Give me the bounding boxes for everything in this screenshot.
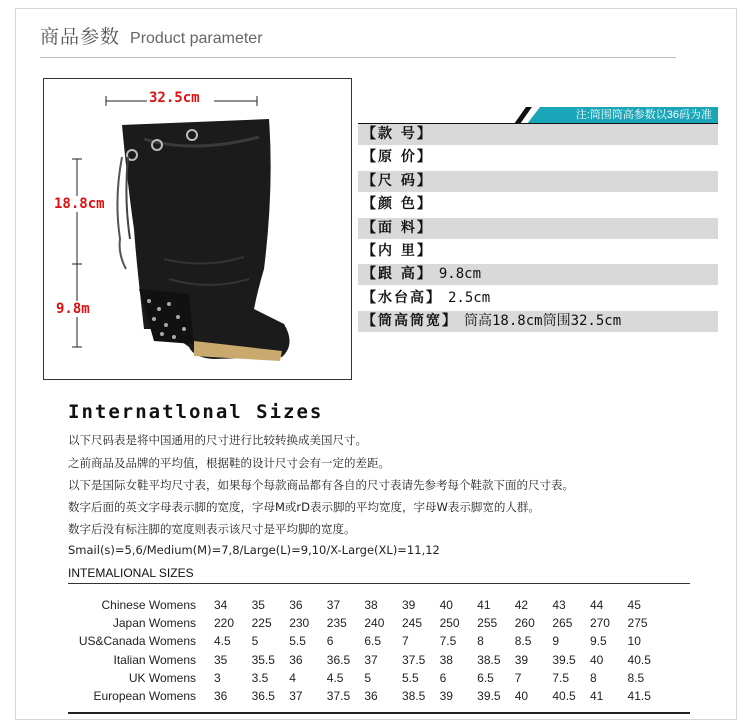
size-cell: 37 (364, 652, 378, 667)
size-cell: 4 (289, 670, 296, 685)
param-label: 【跟 高】 (362, 266, 433, 283)
size-cell: 40.5 (627, 652, 651, 667)
boot-illustration (44, 79, 352, 380)
size-cell: 36.5 (251, 689, 275, 704)
size-cell: 8.5 (627, 670, 645, 685)
param-row (358, 147, 718, 168)
size-table-bottom-rule (68, 712, 690, 714)
size-row-label: UK Womens (128, 670, 196, 685)
size-cell: 8.5 (514, 634, 532, 649)
size-table-row (68, 651, 665, 669)
intl-desc-line: 之前商品及品牌的平均值，根据鞋的设计尺寸会有一定的差距。 (68, 456, 390, 470)
header-divider (40, 57, 676, 58)
note-tab-slant (527, 107, 540, 124)
size-cell: 39.5 (477, 689, 501, 704)
size-cell: 250 (439, 616, 460, 631)
size-cell: 45 (627, 598, 641, 612)
param-row (358, 171, 718, 192)
size-cell: 40 (589, 652, 604, 667)
param-label: 【内 里】 (362, 242, 433, 259)
size-cell: 5.5 (401, 670, 419, 685)
size-cell: 4.5 (214, 634, 231, 649)
param-row (358, 288, 718, 309)
param-label: 【款 号】 (362, 126, 433, 142)
intl-desc-line: 数字后面的英文字母表示脚的宽度，字母M或rD表示脚的平均宽度，字母W表示脚宽的人群。 (68, 500, 540, 514)
size-cell: 44 (589, 598, 604, 612)
size-cell: 6.5 (477, 670, 494, 685)
size-cell: 7.5 (439, 634, 457, 649)
size-row-label: Italian Womens (113, 652, 196, 667)
size-cell: 37 (289, 689, 303, 704)
size-cell: 38 (439, 652, 453, 667)
size-cell: 36 (214, 689, 228, 704)
intl-desc-line: 数字后没有标注脚的宽度则表示该尺寸是平均脚的宽度。 (68, 522, 356, 536)
size-cell: 3.5 (251, 670, 269, 685)
param-row (358, 311, 718, 332)
param-list (358, 124, 718, 335)
size-cell: 230 (289, 616, 310, 631)
dim-shaft-label: 18.8cm (54, 196, 105, 212)
size-cell: 270 (589, 616, 610, 631)
size-cell: 260 (514, 616, 535, 631)
size-cell: 40 (514, 689, 529, 704)
dim-heel-label: 9.8m (56, 301, 90, 317)
param-row (358, 218, 718, 239)
size-cell: 39 (401, 598, 416, 612)
size-cell: 37.5 (401, 652, 426, 667)
size-cell: 275 (627, 616, 648, 631)
size-cell: 10 (627, 634, 641, 649)
dim-width-label: 32.5cm (149, 90, 200, 106)
param-label: 【水台高】 (362, 289, 442, 306)
param-label: 【原 价】 (362, 149, 433, 166)
size-cell: 43 (552, 598, 566, 612)
size-table-title: INTEMALIONAL SIZES (68, 566, 194, 580)
section-header (40, 22, 263, 49)
size-cell: 41 (589, 689, 604, 704)
param-value: 筒高18.8cm筒围32.5cm (464, 313, 622, 330)
param-value: 9.8cm (438, 266, 482, 283)
size-cell: 3 (214, 670, 221, 685)
size-cell: 36 (289, 652, 303, 667)
size-cell: 220 (214, 616, 235, 631)
size-cell: 39 (439, 689, 453, 704)
size-row-label: US&Canada Womens (78, 634, 196, 649)
size-cell: 39.5 (552, 652, 576, 667)
size-cell: 8 (477, 634, 484, 649)
size-cell: 38.5 (401, 689, 426, 704)
size-cell: 42 (514, 598, 529, 612)
size-cell: 38.5 (477, 652, 501, 667)
size-cell: 35 (214, 652, 228, 667)
size-cell: 41 (477, 598, 491, 612)
size-cell: 265 (552, 616, 573, 631)
size-cell: 6.5 (364, 634, 382, 649)
size-table (68, 596, 665, 705)
size-cell: 37 (326, 598, 341, 612)
size-cell: 41.5 (627, 689, 651, 704)
size-table-top-rule (68, 583, 690, 584)
header-title-en: Product parameter (130, 30, 263, 47)
size-row-label: Japan Womens (112, 616, 196, 631)
size-cell: 5 (251, 634, 259, 649)
param-label: 【面 料】 (362, 219, 433, 236)
param-label: 【颜 色】 (362, 196, 433, 213)
param-row (358, 124, 718, 145)
size-row-label: Chinese Womens (101, 598, 196, 612)
intl-sizes-title: Internatlonal Sizes (68, 401, 324, 423)
size-cell: 38 (364, 598, 378, 612)
size-cell: 35.5 (251, 652, 275, 667)
size-table-row (68, 632, 665, 650)
size-row-label: European Womens (93, 689, 196, 704)
size-cell: 39 (514, 652, 529, 667)
size-note: 注:筒围筒高参数以36码为准 (540, 107, 718, 124)
param-label: 【尺 码】 (362, 172, 433, 189)
size-cell: 9 (552, 634, 560, 649)
size-cell: 5 (364, 670, 372, 685)
size-cell: 36 (364, 689, 378, 704)
size-cell: 8 (589, 670, 597, 685)
header-title-cn: 商品参数 (40, 26, 121, 48)
size-cell: 40 (439, 598, 453, 612)
size-cell: 37.5 (326, 689, 351, 704)
size-cell: 7.5 (552, 670, 570, 685)
product-photo (43, 78, 352, 380)
param-row (358, 241, 718, 262)
size-cell: 9.5 (589, 634, 607, 649)
size-cell: 255 (477, 616, 498, 631)
size-cell: 34 (214, 598, 228, 612)
size-cell: 4.5 (326, 670, 344, 685)
size-table-row (68, 669, 665, 687)
param-label: 【筒高筒宽】 (362, 313, 458, 330)
size-cell: 7 (514, 670, 522, 685)
size-cell: 40.5 (552, 689, 576, 704)
size-cell: 225 (251, 616, 272, 631)
param-row (358, 264, 718, 285)
size-cell: 5.5 (289, 634, 306, 649)
size-cell: 7 (401, 634, 409, 649)
size-cell: 235 (326, 616, 347, 631)
size-cell: 240 (364, 616, 385, 631)
intl-desc-line: 以下尺码表是将中国通用的尺寸进行比较转换成美国尺寸。 (68, 433, 367, 447)
size-cell: 36.5 (326, 652, 351, 667)
param-value: 2.5cm (448, 289, 491, 306)
size-table-row (68, 596, 665, 614)
size-table-row (68, 687, 665, 705)
size-cell: 36 (289, 598, 303, 612)
size-cell: 6 (439, 670, 447, 685)
intl-desc-line: 以下是国际女鞋平均尺寸表，如果每个每款商品都有各自的尺寸表请先参考每个鞋款下面的尺寸表。 (68, 478, 574, 492)
param-row (358, 194, 718, 215)
size-cell: 6 (326, 634, 334, 649)
intl-desc-line: Smail(s)=5,6/Medium(M)=7,8/Large(L)=9,10/X-Large(XL)=11,12 (68, 543, 440, 557)
size-cell: 245 (401, 616, 422, 631)
size-cell: 35 (251, 598, 265, 612)
size-table-row (68, 614, 665, 632)
